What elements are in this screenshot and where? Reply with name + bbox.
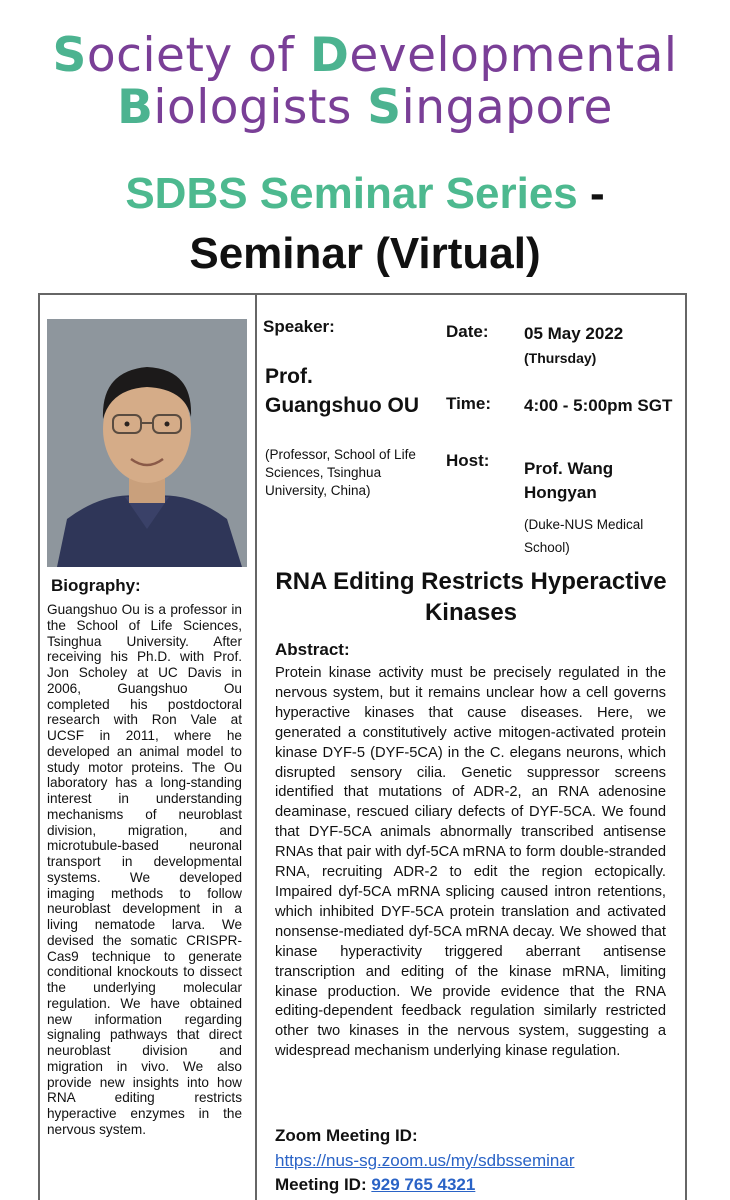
biography-text: Guangshuo Ou is a professor in the School of Life Sciences, Tsinghua University. After receiving his Ph.D. with Prof. Jon Scholey at UC Davis in 2006, Guangshuo Ou completed his postdoctoral research with Ron Vale at UCSF in 2011, where he developed an animal model to study motor proteins. The Ou laboratory has a long-standing interest in understanding mechanisms of neuroblast division, migration, and microtubule-based neuronal transport in developmental systems. We developed imaging methods to follow neuroblast development in a living nematode larva. We devised the somatic CRISPR-Cas9 technique to generate conditional knockouts to dissect the underlying molecular regulation. We have obtained new information regarding signaling pathways that direct neuroblast division and migration in vivo. We also provide new insights into how RNA editing restricts hyperactive enzymes in the nervous system.: [47, 602, 242, 1137]
seminar-subtitle: Seminar (Virtual): [189, 229, 541, 278]
frame-column-divider: [255, 293, 257, 1200]
date-day: (Thursday): [524, 350, 597, 366]
host-name: Prof. Wang Hongyan: [524, 459, 614, 502]
time-label: Time:: [446, 394, 492, 413]
series-title: SDBS Seminar Series -: [125, 169, 605, 218]
date-label: Date:: [446, 322, 489, 341]
logo-line-1: Society of Developmental: [52, 28, 678, 83]
abstract-text: Protein kinase activity must be precisely regulated in the nervous system, but it remains unclear how a cell governs hyperactive kinases that cause diseases. Here, we generated a constitutively active mitogen-activated protein kinase DYF-5 (DYF-5CA) in the C. elegans neurons, which disrupted sensory cilia. Genetic suppressor screens identified that mutations of ADR-2, an RNA adenosine deaminase, rescued ciliary defects of DYF-5CA. We found that DYF-5CA animals abnormally transcribed antisense RNAs that pair with dyf-5CA mRNA to form double-stranded RNA, recruiting ADR-2 to edit the region ectopically. Impaired dyf-5CA mRNA splicing caused intron retentions, which inhibited DYF-5CA protein translation and activated nonsense-mediated dyf-5CA mRNA decay. We showed that kinase hyperactivity triggered aberrant antisense transcription and editing of the kinase mRNA, limiting kinase production. We provide evidence that the RNA editing-dependent feedback regulation similarly restricted other two kinases in the nervous system, suggesting a widespread mechanism underlying kinase regulation.: [275, 665, 666, 1060]
society-logo: [0, 30, 730, 134]
frame-top-border: [38, 293, 686, 295]
zoom-heading: Zoom Meeting ID:: [275, 1126, 418, 1145]
logo-line-2: Biologists Singapore: [117, 80, 613, 135]
date-value: [524, 322, 674, 370]
host-label: Host:: [446, 451, 490, 470]
speaker-affiliation: (Professor, School of Life Sciences, Tsinghua University, China): [265, 447, 416, 498]
time-value: 4:00 - 5:00pm SGT: [524, 396, 673, 415]
meeting-id-link[interactable]: 929 765 4321: [371, 1175, 476, 1194]
frame-right-border: [685, 293, 687, 1200]
abstract-heading: Abstract:: [275, 640, 350, 659]
host-affiliation: (Duke-NUS Medical School): [524, 517, 644, 555]
speaker-label: Speaker:: [263, 317, 335, 336]
zoom-link[interactable]: https://nus-sg.zoom.us/my/sdbsseminar: [275, 1151, 575, 1170]
meeting-id-label: Meeting ID:: [275, 1175, 367, 1194]
date-text: 05 May 2022: [524, 324, 624, 343]
speaker-photo: [47, 319, 247, 567]
frame-left-border: [38, 293, 40, 1200]
biography-heading: Biography:: [51, 576, 141, 595]
meeting-id-row: [275, 1175, 475, 1195]
speaker-name: Prof. Guangshuo OU: [265, 365, 419, 417]
talk-title: RNA Editing Restricts Hyperactive Kinases: [275, 568, 667, 626]
